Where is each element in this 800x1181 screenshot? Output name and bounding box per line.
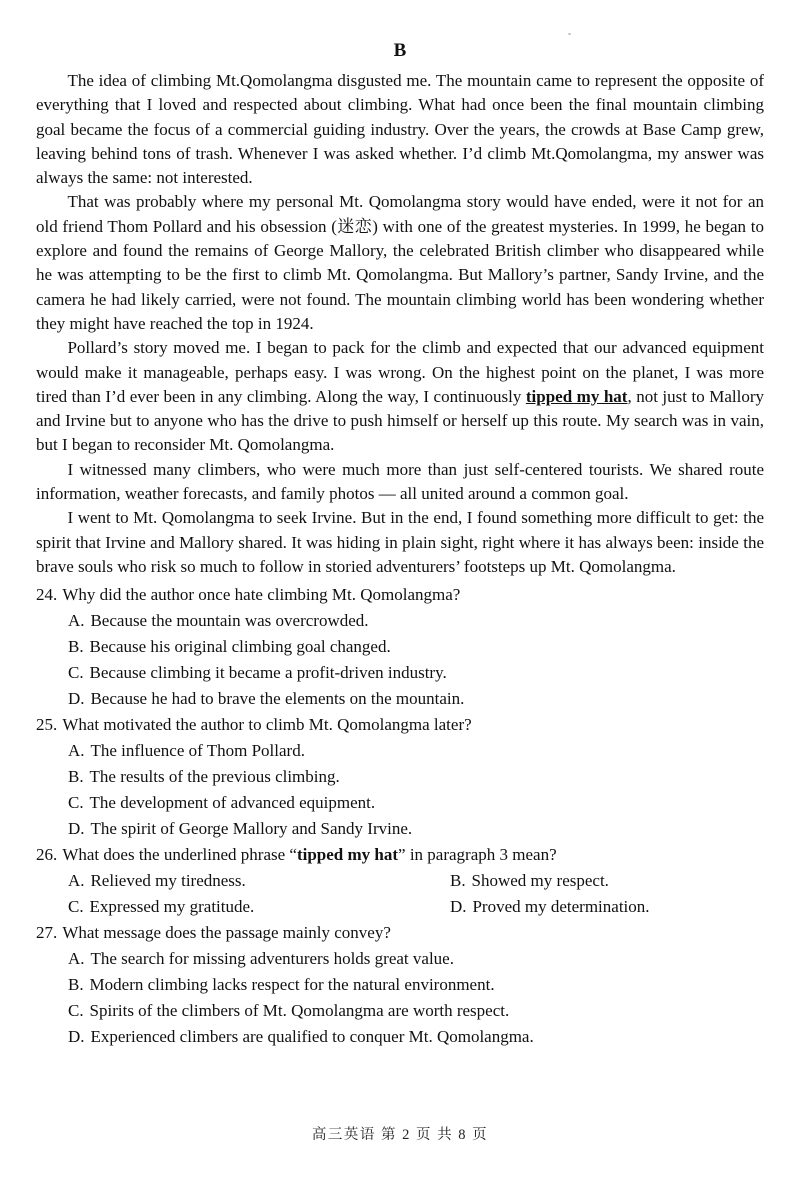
question-24-option-c <box>68 660 764 686</box>
option-letter: B. <box>450 871 466 891</box>
question-26-option-d <box>450 894 764 920</box>
question-24-number: 24. <box>36 585 58 605</box>
passage-paragraph-5: I went to Mt. Qomolangma to seek Irvine. But in the end, I found something more difficult to get: the spirit that Irvine and Mallory shared. It was hiding in plain sight, right where it has always been: inside the brave souls who risk so much to follow in storied adventurers’ footsteps up Mt. Qomolangma. <box>36 508 764 576</box>
question-24-option-d <box>68 686 764 712</box>
option-text: The search for missing adventurers holds great value. <box>90 949 454 969</box>
passage-paragraph-2: That was probably where my personal Mt. Qomolangma story would have ended, were it not for an old friend Thom Pollard and his obsession (迷恋) with one of the greatest mysteries. In 1999, he began to explore and found the remains of George Mallory, the celebrated British climber who disappeared while he was attempting to be the first to climb Mt. Qomolangma. But Mallory’s partner, Sandy Irvine, and the camera he had likely carried, were not found. The mountain climbing world has been wondering whether they might have reached the top in 1924. <box>36 192 764 333</box>
question-26-option-c <box>68 894 450 920</box>
option-letter: D. <box>68 1027 85 1047</box>
question-24-stem <box>36 582 764 608</box>
question-25-stem-text: What motivated the author to climb Mt. Qomolangma later? <box>62 715 472 735</box>
question-27-options <box>36 946 764 1050</box>
question-26-stem-phrase: tipped my hat <box>296 845 399 865</box>
question-26-option-a <box>68 868 450 894</box>
question-26-number: 26. <box>36 845 58 865</box>
question-27 <box>36 920 764 1050</box>
option-letter: B. <box>68 975 84 995</box>
option-text: Because his original climbing goal changed. <box>89 637 391 657</box>
underlined-phrase-tipped-my-hat: tipped my hat <box>525 386 628 406</box>
option-letter: C. <box>68 897 84 917</box>
option-text: Expressed my gratitude. <box>89 897 255 917</box>
option-letter: D. <box>68 819 85 839</box>
question-27-stem-text: What message does the passage mainly convey? <box>62 923 391 943</box>
question-25-stem <box>36 712 764 738</box>
question-25-options <box>36 738 764 842</box>
section-label: B <box>393 40 407 61</box>
option-letter: C. <box>68 793 84 813</box>
option-letter: B. <box>68 767 84 787</box>
question-25-option-b <box>68 764 764 790</box>
question-27-option-c <box>68 998 764 1024</box>
question-26 <box>36 842 764 920</box>
question-26-stem <box>36 842 764 868</box>
passage-paragraph-3 <box>36 336 764 457</box>
option-text: Because climbing it became a profit-driven industry. <box>89 663 447 683</box>
question-24-option-a <box>68 608 764 634</box>
question-26-options <box>36 868 764 920</box>
option-text: The influence of Thom Pollard. <box>90 741 305 761</box>
option-text: Proved my determination. <box>472 897 650 917</box>
option-text: The development of advanced equipment. <box>89 793 376 813</box>
question-24-stem-text: Why did the author once hate climbing Mt. Qomolangma? <box>62 585 461 605</box>
questions-section <box>36 582 764 1050</box>
option-letter: B. <box>68 637 84 657</box>
paragraph-3-pre-text: Pollard’s story moved me. I began to pack for the climb and expected that our advanced equipment would make it manageable, perhaps easy. I was wrong. On the highest point on the planet, I was more tired than I’d ever been in any climbing. Along the way, I continuously <box>36 338 764 406</box>
option-text: Because he had to brave the elements on the mountain. <box>90 689 465 709</box>
question-27-stem <box>36 920 764 946</box>
question-26-stem-post: ” in paragraph 3 mean? <box>398 845 557 865</box>
option-text: Spirits of the climbers of Mt. Qomolangma are worth respect. <box>89 1001 510 1021</box>
option-text: Modern climbing lacks respect for the natural environment. <box>89 975 495 995</box>
question-26-stem-pre: What does the underlined phrase “ <box>62 845 297 865</box>
option-letter: A. <box>68 611 85 631</box>
scan-artifact-dot <box>568 33 571 35</box>
question-24 <box>36 582 764 712</box>
option-letter: A. <box>68 871 85 891</box>
question-25-option-d <box>68 816 764 842</box>
question-27-number: 27. <box>36 923 58 943</box>
option-letter: C. <box>68 663 84 683</box>
question-25-option-a <box>68 738 764 764</box>
question-25 <box>36 712 764 842</box>
option-letter: C. <box>68 1001 84 1021</box>
option-text: The results of the previous climbing. <box>89 767 340 787</box>
option-text: The spirit of George Mallory and Sandy Irvine. <box>90 819 413 839</box>
question-27-option-a <box>68 946 764 972</box>
option-letter: A. <box>68 949 85 969</box>
option-letter: D. <box>68 689 85 709</box>
question-25-option-c <box>68 790 764 816</box>
question-27-option-d <box>68 1024 764 1050</box>
passage-paragraph-4: I witnessed many climbers, who were much more than just self-centered tourists. We shared route information, weather forecasts, and family photos — all united around a common goal. <box>36 459 764 504</box>
option-text: Experienced climbers are qualified to conquer Mt. Qomolangma. <box>90 1027 534 1047</box>
question-24-options <box>36 608 764 712</box>
question-24-option-b <box>68 634 764 660</box>
option-text: Relieved my tiredness. <box>90 871 246 891</box>
question-25-number: 25. <box>36 715 58 735</box>
option-letter: A. <box>68 741 85 761</box>
paragraph-3-post-text: , not just to Mallory and Irvine but to anyone who has the drive to push himself or herself up this route. My search was in vain, but I began to reconsider Mt. Qomolangma. <box>36 386 764 455</box>
option-text: Because the mountain was overcrowded. <box>90 611 369 631</box>
option-text: Showed my respect. <box>471 871 609 891</box>
page-footer: 高三英语 第 2 页 共 8 页 <box>311 1127 489 1143</box>
question-26-option-b <box>450 868 764 894</box>
passage-paragraph-1: The idea of climbing Mt.Qomolangma disgusted me. The mountain came to represent the opposite of everything that I loved and respected about climbing. What had once been the final mountain climbing goal became the focus of a commercial guiding industry. Over the years, the crowds at Base Camp grew, leaving behind tons of trash. Whenever I was asked whether. I’d climb Mt.Qomolangma, my answer was always the same: not interested. <box>36 71 764 188</box>
option-letter: D. <box>450 897 467 917</box>
question-27-option-b <box>68 972 764 998</box>
reading-passage <box>36 69 764 579</box>
